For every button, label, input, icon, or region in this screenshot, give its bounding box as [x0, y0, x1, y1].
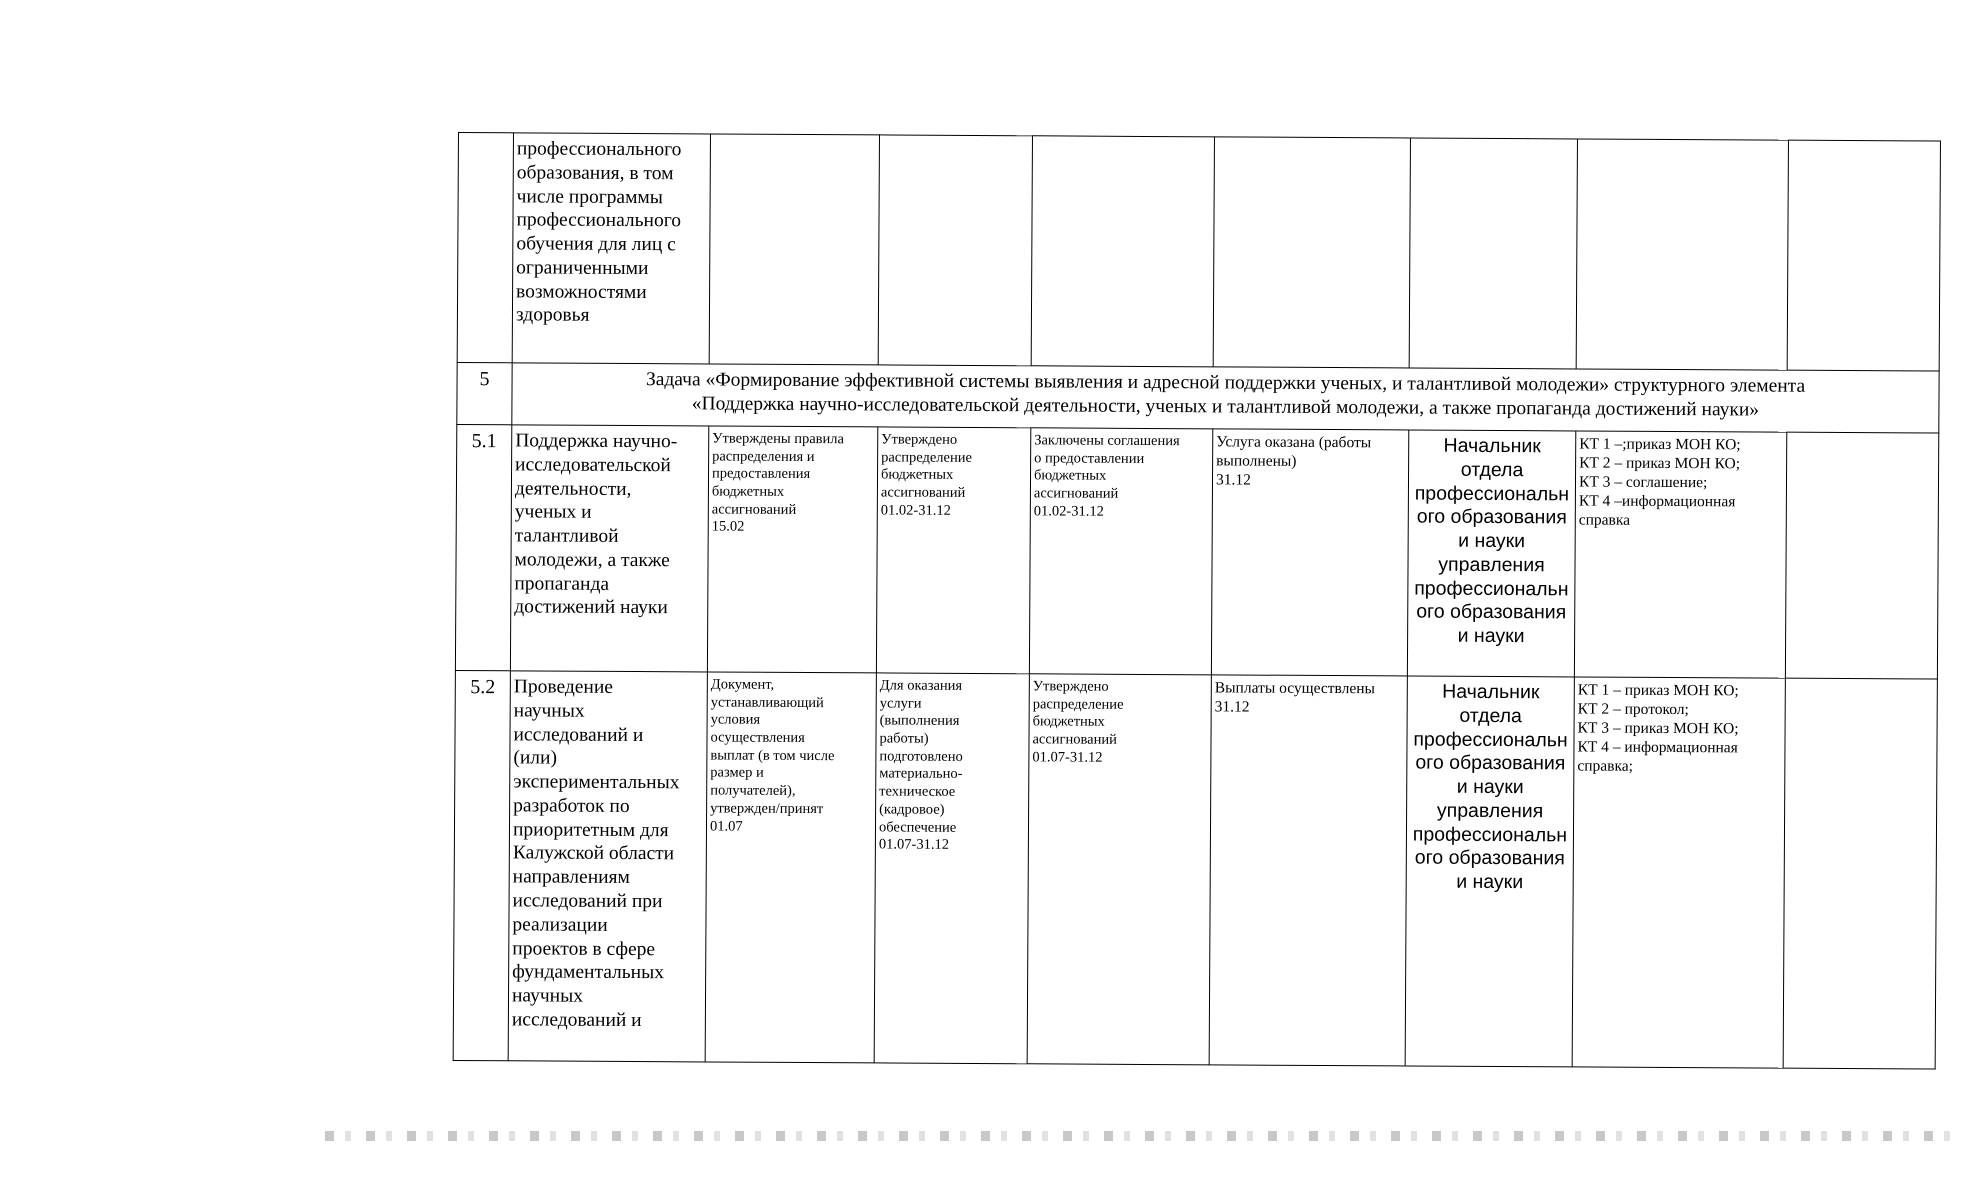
cell-text-line: профессиональн [1414, 577, 1569, 601]
cell-kt2 [874, 673, 1029, 1064]
cell-text-line: профессионального [516, 138, 682, 161]
cell-text-line: исследований и [513, 723, 644, 746]
cell-text-line: профессиональн [1413, 728, 1568, 751]
cell-text-line: КТ 4 –информационная [1578, 492, 1736, 511]
table-row-5-2 [453, 670, 1937, 1069]
cell-text-line: КТ 1 –;приказ МОН КО; [1579, 435, 1741, 454]
cell-text-line: материально- [879, 765, 963, 783]
task-heading [512, 363, 1939, 433]
cell-text-line: выплат (в том числе [710, 747, 835, 764]
cell-text-line: здоровья [515, 304, 590, 327]
cell-text-line: и науки [1457, 625, 1525, 648]
cell-text-line: Начальник [1443, 434, 1541, 458]
cell-result [1213, 137, 1410, 368]
cell-text-line: профессиональн [1414, 482, 1570, 505]
cell-text-line: КТ 2 – приказ МОН КО; [1579, 454, 1741, 473]
task-heading-line-1: Задача «Формирование эффективной системы выявления и адресной поддержки ученых, и талантливой молодежи» структурного элемента [645, 369, 1806, 397]
cell-text-line: возможностями [516, 281, 647, 303]
cell-kt3 [1031, 136, 1214, 367]
document-page [453, 132, 1941, 1070]
cell-documents [1572, 677, 1785, 1068]
cell-text-line: исследовательской [515, 454, 671, 477]
cell-text-line: Утверждены правила [712, 430, 845, 448]
cell-documents [1576, 139, 1788, 370]
cell-text-line: достижений науки [514, 596, 668, 619]
cell-text-line: КТ 2 – протокол; [1577, 700, 1689, 719]
cell-text-line: направлениям [512, 866, 630, 889]
cell-text-line: работы) [879, 730, 929, 747]
cell-text-line: устанавливающий [710, 694, 824, 711]
cell-text-line: Поддержка научно- [515, 430, 678, 453]
cell-text-line: разработок по [513, 795, 630, 817]
cell-text-line: Утверждено [881, 431, 958, 448]
cell-text-line: и науки [1456, 871, 1524, 894]
cell-extra [1783, 678, 1937, 1069]
cell-text-line: КТ 1 – приказ МОН КО; [1577, 681, 1739, 700]
scan-noise-strip [325, 1131, 1965, 1141]
cell-text-line: и науки [1456, 775, 1524, 799]
cell-event-name [512, 133, 710, 364]
cell-text-line: услуги [879, 695, 922, 712]
cell-text-line: бюджетных [711, 483, 785, 500]
cell-text-line: КТ 4 – информационная [1577, 738, 1738, 757]
table-row-task-5 [457, 362, 1939, 433]
cell-text-line: талантливой [514, 525, 619, 548]
cell-event-name [510, 425, 708, 672]
cell-text-line: бюджетных [1032, 713, 1105, 731]
cell-number: 5.2 [453, 670, 510, 1060]
cell-text-line: бюджетных [880, 466, 954, 484]
cell-text-line: ограниченными [516, 257, 649, 280]
cell-responsible [1409, 138, 1577, 369]
cell-text-line: отдела [1460, 458, 1524, 481]
cell-text-line: обучения для лиц с [516, 233, 676, 256]
cell-kt1 [707, 426, 877, 673]
cell-kt3 [1029, 428, 1212, 675]
cell-text-line: о предоставлении [1034, 450, 1145, 467]
cell-text-line: профессиональн [1412, 823, 1568, 847]
cell-text-line: бюджетных [1033, 467, 1107, 485]
cell-text-line: Услуга оказана (работы [1216, 433, 1372, 452]
cell-text-line: распределения и [712, 448, 815, 465]
cell-kt1 [709, 134, 879, 365]
cell-text-line: распределение [881, 449, 973, 466]
cell-text-line: ученых и [514, 501, 592, 524]
cell-text-line: (выполнения [879, 712, 960, 730]
cell-text-line: осуществления [710, 729, 805, 747]
cell-text-line: профессионального [516, 209, 682, 232]
cell-text-line: ассигнований [711, 501, 797, 518]
cell-text-line: молодежи, а также [514, 549, 670, 572]
cell-text-line: исследований и [511, 1009, 642, 1032]
cell-text-line: 01.07 [709, 817, 743, 835]
cell-text-line: КТ 3 – приказ МОН КО; [1577, 719, 1739, 738]
table-row-5-1 [455, 424, 1938, 679]
cell-responsible [1405, 676, 1574, 1067]
cell-text-line: Утверждено [1032, 678, 1109, 695]
cell-extra [1785, 432, 1938, 679]
cell-text-line: 01.02-31.12 [880, 502, 951, 519]
cell-text-line: 01.07-31.12 [878, 836, 950, 854]
cell-text-line: условия [710, 711, 761, 729]
cell-text-line: размер и [710, 764, 764, 782]
cell-text-line: Заключены соглашения [1034, 432, 1180, 450]
cell-text-line: образования, в том [516, 162, 674, 185]
cell-text-line: управления [1436, 799, 1544, 823]
cell-text-line: справка; [1577, 757, 1634, 775]
cell-event-name [508, 671, 707, 1062]
cell-result [1211, 429, 1408, 676]
cell-text-line: Проведение [513, 676, 614, 698]
cell-text-line: реализации [512, 914, 608, 936]
cell-text-line: ого образования [1416, 600, 1567, 624]
cell-text-line: Начальник [1442, 680, 1540, 704]
cell-text-line: 01.02-31.12 [1033, 503, 1104, 520]
cell-text-line: Для оказания [879, 677, 963, 694]
cell-text-line: научных [511, 985, 584, 1007]
cell-extra [1787, 140, 1940, 371]
cell-kt1 [705, 672, 876, 1063]
cell-text-line: фундаментальных [512, 961, 665, 984]
cell-text-line: отдела [1459, 704, 1522, 727]
cell-text-line: предоставления [711, 465, 811, 483]
cell-result [1209, 675, 1407, 1066]
cell-text-line: научных [513, 700, 585, 722]
cell-text-line: ассигнований [1033, 485, 1119, 502]
cell-text-line: приоритетным для [512, 819, 669, 841]
cell-number: 5.1 [455, 424, 511, 670]
cell-kt2 [876, 427, 1030, 674]
table-row-continuation [457, 133, 1940, 372]
cell-text-line: проектов в сфере [512, 937, 656, 960]
cell-kt2 [878, 135, 1032, 366]
cell-text-line: исследований при [512, 890, 663, 913]
task-heading-line-2: «Поддержка научно-исследовательской деятельности, ученых и талантливой молодежи, а также пропаганда достижений науки» [691, 393, 1760, 421]
cell-documents [1574, 431, 1786, 678]
cell-text-line: экспериментальных [513, 771, 680, 794]
cell-text-line: ого образования [1414, 846, 1565, 870]
cell-text-line: ого образования [1415, 751, 1566, 775]
cell-text-line: 31.12 [1215, 471, 1251, 489]
cell-text-line: 01.07-31.12 [1032, 749, 1103, 766]
cell-text-line: 15.02 [711, 518, 745, 536]
cell-text-line: 31.12 [1214, 698, 1250, 716]
cell-text-line: выполнены) [1216, 452, 1297, 470]
cell-text-line: числе программы [516, 185, 663, 208]
cell-text-line: ассигнований [880, 484, 966, 501]
plan-table [453, 132, 1941, 1070]
cell-text-line: (или) [513, 747, 558, 769]
cell-text-line: получателей), [710, 782, 796, 800]
cell-text-line: распределение [1032, 696, 1124, 713]
cell-text-line: Калужской области [512, 842, 675, 865]
cell-text-line: КТ 3 – соглашение; [1578, 473, 1708, 492]
cell-text-line: утвержден/принят [710, 800, 824, 817]
cell-text-line: ого образования [1416, 505, 1567, 529]
cell-text-line: техническое [879, 783, 956, 800]
cell-text-line: ассигнований [1032, 731, 1117, 748]
cell-text-line: управления [1438, 553, 1545, 577]
cell-number [457, 133, 513, 363]
cell-text-line: и науки [1458, 529, 1526, 553]
cell-text-line: подготовлено [879, 748, 963, 765]
cell-kt3 [1027, 674, 1211, 1065]
cell-text-line: (кадровое) [879, 801, 945, 818]
cell-text-line: Документ, [710, 676, 775, 693]
cell-responsible [1407, 430, 1575, 677]
cell-text-line: Выплаты осуществлены [1214, 679, 1376, 698]
cell-text-line: пропаганда [514, 573, 610, 595]
cell-text-line: обеспечение [878, 818, 957, 836]
cell-text-line: деятельности, [514, 477, 632, 500]
cell-text-line: справка [1578, 511, 1631, 529]
task-number: 5 [457, 362, 512, 424]
